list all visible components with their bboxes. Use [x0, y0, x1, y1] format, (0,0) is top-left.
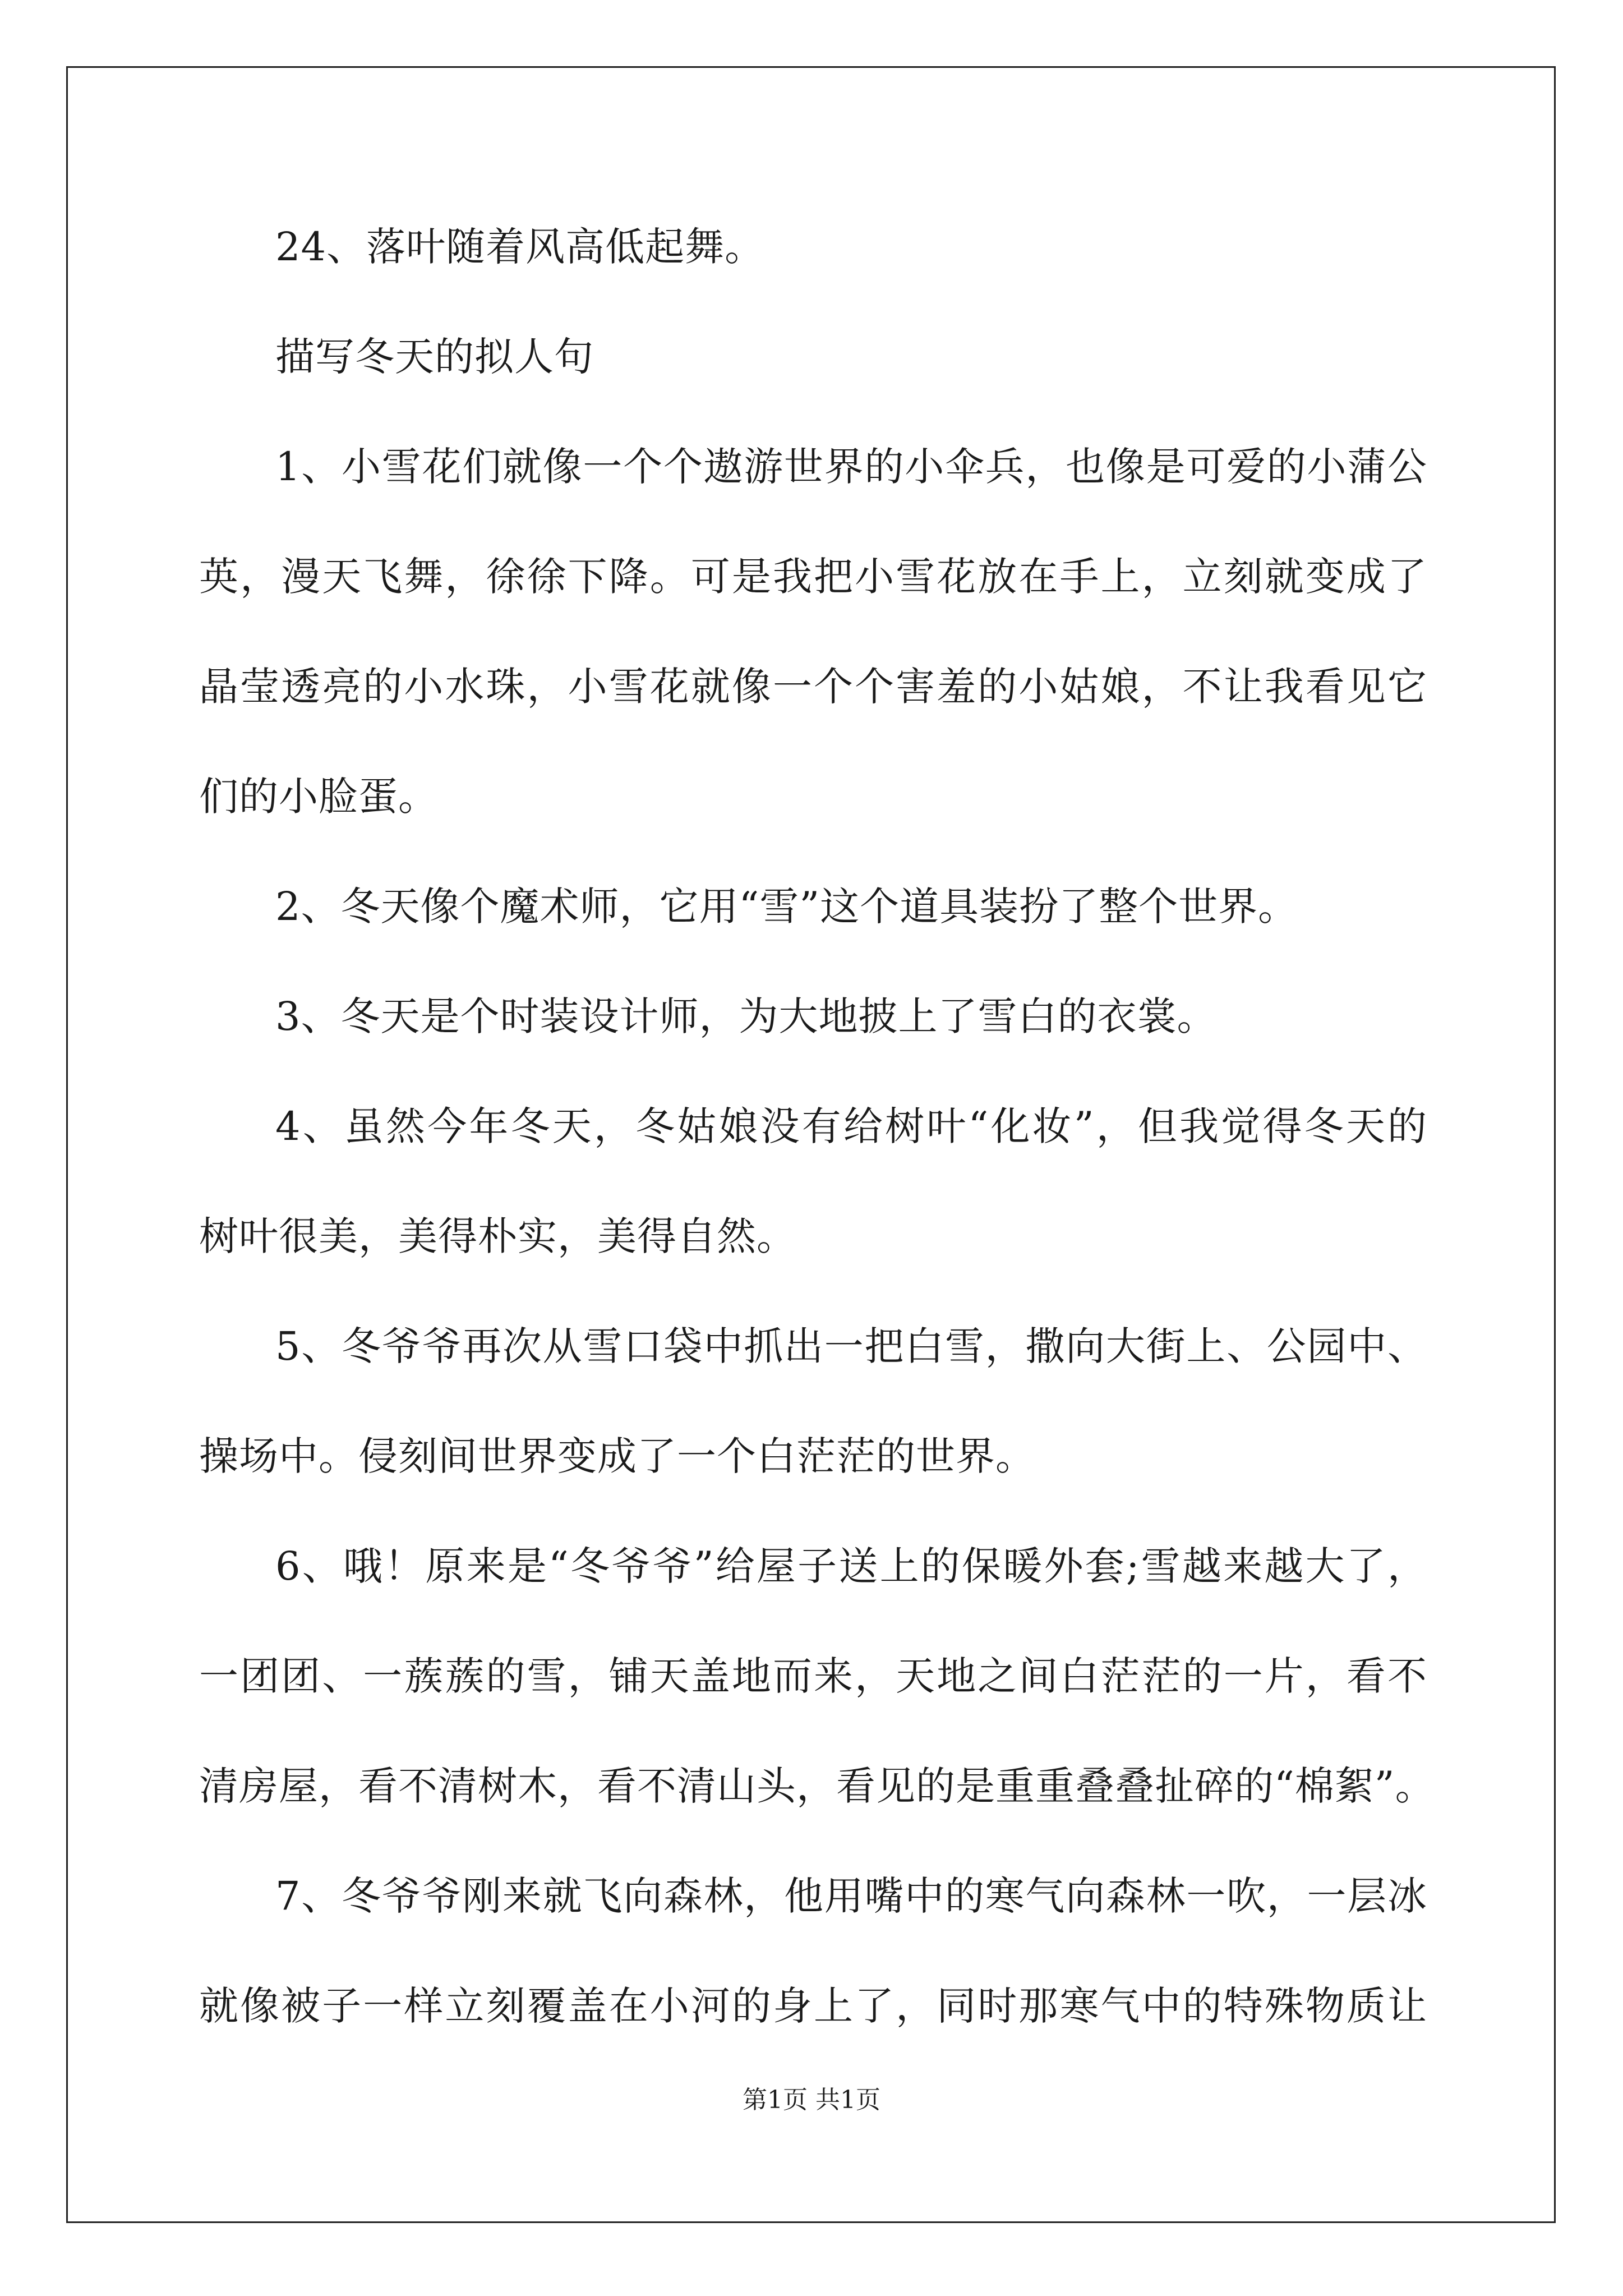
page-number: 第1页 共1页	[743, 2086, 880, 2114]
paragraph-line: 2、冬天像个魔术师，它用“雪”这个道具装扮了整个世界。	[275, 884, 1298, 930]
paragraph-line: 就像被子一样立刻覆盖在小河的身上了，同时那寒气中的特殊物质让	[199, 1983, 1427, 2029]
paragraph-line: 7、冬爷爷刚来就飞向森林，他用嘴中的寒气向森林一吹，一层冰	[275, 1873, 1427, 1919]
paragraph-line: 操场中。侵刻间世界变成了一个白茫茫的世界。	[199, 1433, 1035, 1479]
paragraph-line: 4、虽然今年冬天，冬姑娘没有给树叶“化妆”，但我觉得冬天的	[275, 1103, 1427, 1149]
paragraph-line: 3、冬天是个时装设计师，为大地披上了雪白的衣裳。	[275, 993, 1217, 1039]
paragraph-line: 英，漫天飞舞，徐徐下降。可是我把小雪花放在手上，立刻就变成了	[199, 554, 1427, 600]
paragraph-line: 树叶很美，美得朴实，美得自然。	[199, 1213, 796, 1259]
paragraph-line: 6、哦！原来是“冬爷爷”给屋子送上的保暖外套;雪越来越大了，	[275, 1543, 1427, 1589]
paragraph-line: 一团团、一蔟蔟的雪，铺天盖地而来，天地之间白茫茫的一片，看不	[199, 1653, 1427, 1699]
paragraph-line: 24、落叶随着风高低起舞。	[275, 224, 765, 270]
section-heading: 描写冬天的拟人句	[275, 334, 594, 380]
paragraph-line: 晶莹透亮的小水珠，小雪花就像一个个害羞的小姑娘，不让我看见它	[199, 664, 1427, 710]
paragraph-line: 们的小脸蛋。	[199, 774, 438, 820]
paragraph-line: 5、冬爷爷再次从雪口袋中抓出一把白雪，撒向大街上、公园中、	[275, 1323, 1427, 1369]
paragraph-line: 1、小雪花们就像一个个遨游世界的小伞兵，也像是可爱的小蒲公	[275, 444, 1427, 490]
paragraph-line: 清房屋，看不清树木，看不清山头，看见的是重重叠叠扯碎的“棉絮”。	[199, 1763, 1435, 1809]
